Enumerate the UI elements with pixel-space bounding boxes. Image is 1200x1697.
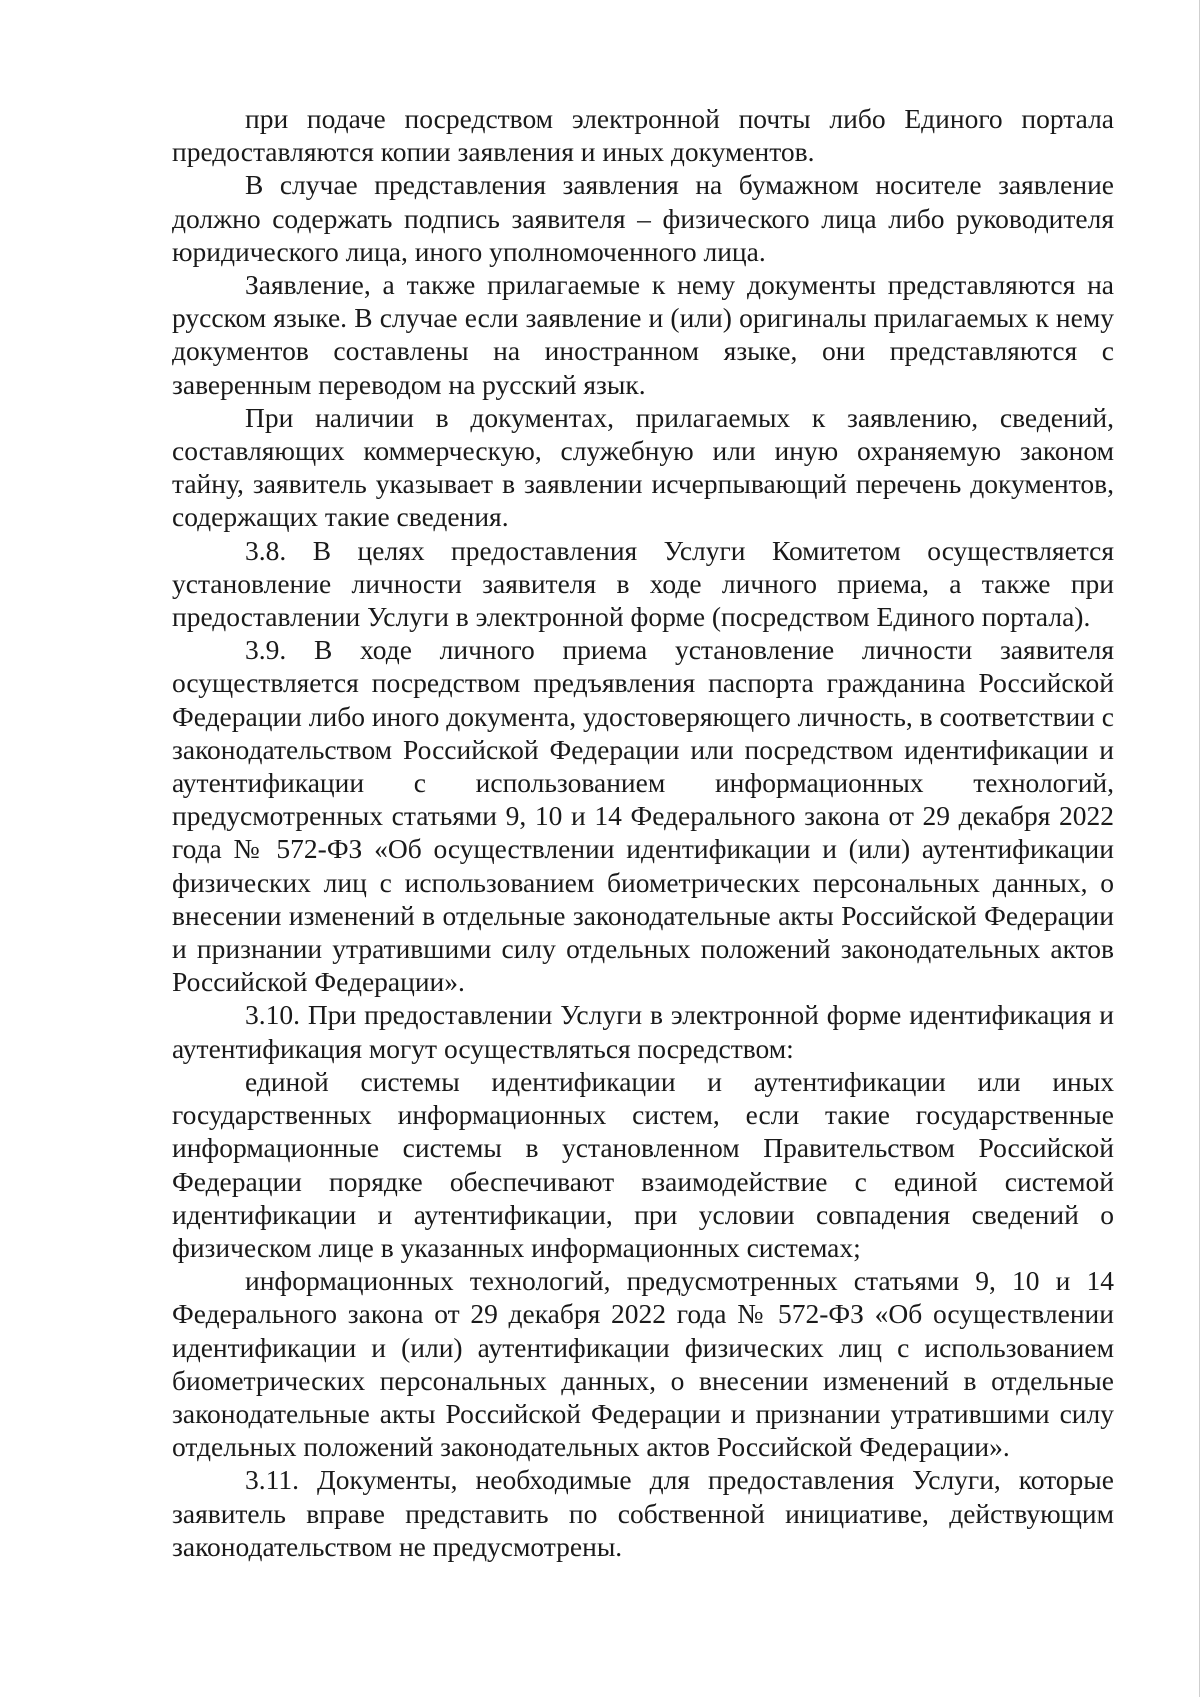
paragraph-clause-3-8: 3.8. В целях предоставления Услуги Комитетом осуществляется установление личности заявителя в ходе личного приема, а также при предоставлении Услуги в электронной форме (посредством Единого портала). <box>172 534 1114 633</box>
paragraph-confidential-info: При наличии в документах, прилагаемых к заявлению, сведений, составляющих коммерческую, служебную или иную охраняемую законом тайну, заявитель указывает в заявлении исчерпывающий перечень документов, содержащих такие сведения. <box>172 401 1114 533</box>
paragraph-paper-signature: В случае представления заявления на бумажном носителе заявление должно содержать подпись заявителя – физического лица либо руководителя юридического лица, иного уполномоченного лица. <box>172 169 1114 267</box>
document-body <box>172 102 1114 1563</box>
paragraph-clause-3-9: 3.9. В ходе личного приема установление личности заявителя осуществляется посредством предъявления паспорта гражданина Российской Федерации либо иного документа, удостоверяющего личность, в соответствии с законодательством Российской Федерации или посредством идентификации и аутентификации с использованием информационных технологий, предусмотренных статьями 9, 10 и 14 Федерального закона от 29 декабря 2022 года № 572-ФЗ «Об осуществлении идентификации и (или) аутентификации физических лиц с использованием биометрических персональных данных, о внесении изменений в отдельные законодательные акты Российской Федерации и признании утратившими силу отдельных положений законодательных актов Российской Федерации». <box>172 634 1114 998</box>
paragraph-clause-3-10: 3.10. При предоставлении Услуги в электронной форме идентификация и аутентификация могут осуществляться посредством: <box>172 999 1114 1064</box>
paragraph-information-technologies: информационных технологий, предусмотренных статьями 9, 10 и 14 Федерального закона от 29 декабря 2022 года № 572-ФЗ «Об осуществлении идентификации и (или) аутентификации физических лиц с использованием биометрических персональных данных, о внесении изменений в отдельные законодательные акты Российской Федерации и признании утратившими силу отдельных положений законодательных актов Российской Федерации». <box>172 1265 1114 1463</box>
paragraph-unified-system: единой системы идентификации и аутентификации или иных государственных информационных систем, если такие государственные информационные системы в установленном Правительством Российской Федерации порядке обеспечивают взаимодействие с единой системой идентификации и аутентификации, при условии совпадения сведений о физическом лице в указанных информационных системах; <box>172 1065 1114 1263</box>
paragraph-russian-language: Заявление, а также прилагаемые к нему документы представляются на русском языке. В случае если заявление и (или) оригиналы прилагаемых к нему документов составлены на иностранном языке, они представляются с заверенным переводом на русский язык. <box>172 269 1114 400</box>
paragraph-clause-3-11: 3.11. Документы, необходимые для предоставления Услуги, которые заявитель вправе представить по собственной инициативе, действующим законодательством не предусмотрены. <box>172 1464 1114 1562</box>
paragraph-copies-submission: при подаче посредством электронной почты либо Единого портала предоставляются копии заявления и иных документов. <box>172 103 1114 168</box>
